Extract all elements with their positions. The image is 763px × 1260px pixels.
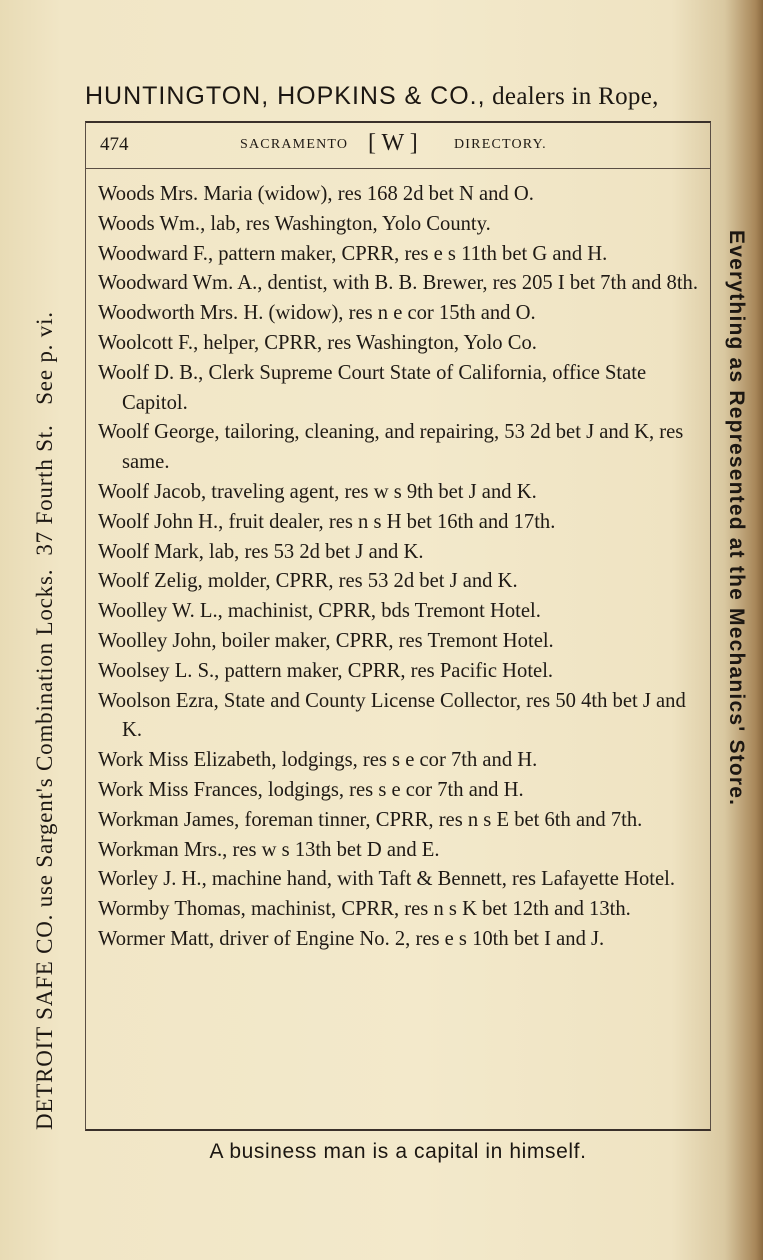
directory-entry: Woolf D. B., Clerk Supreme Court State of California, office State Capitol. (98, 361, 647, 414)
directory-entry: Woolf Mark, lab, res 53 2d bet J and K. (98, 540, 424, 563)
running-head (100, 132, 700, 166)
directory-entry: Work Miss Frances, lodgings, res s e cor 7th and H. (98, 778, 524, 801)
directory-entry: Woolf George, tailoring, cleaning, and repairing, 53 2d bet J and K, res same. (98, 421, 684, 474)
running-head-city: SACRAMENTO (240, 137, 349, 152)
directory-entry: Woodward Wm. A., dentist, with B. B. Brewer, res 205 I bet 7th and 8th. (98, 272, 698, 295)
running-head-directory: DIRECTORY. (454, 137, 547, 152)
top-advertisement (85, 82, 725, 111)
directory-entry: Wormer Matt, driver of Engine No. 2, res e s 10th bet I and J. (98, 927, 605, 950)
page-number: 474 (100, 134, 129, 155)
directory-entry: Woolsey L. S., pattern maker, CPRR, res Pacific Hotel. (98, 659, 554, 682)
top-ad-firm: HUNTINGTON, HOPKINS & CO., (85, 82, 486, 110)
left-margin-advertisement (32, 120, 58, 1130)
directory-entries (98, 180, 698, 955)
left-ad-company: DETROIT SAFE CO. use (32, 867, 57, 1130)
top-ad-rest: dealers in Rope, (485, 83, 659, 110)
directory-entry: Woolson Ezra, State and County License Collector, res 50 4th bet J and K. (98, 689, 686, 742)
directory-entry: Workman James, foreman tinner, CPRR, res n s E bet 6th and 7th. (98, 808, 643, 831)
directory-entry: Wormby Thomas, machinist, CPRR, res n s K bet 12th and 13th. (98, 898, 631, 921)
left-ad-see: See p. vi. (32, 311, 57, 405)
directory-entry: Worley J. H., machine hand, with Taft & Bennett, res Lafayette Hotel. (98, 868, 675, 891)
directory-entry: Work Miss Elizabeth, lodgings, res s e cor 7th and H. (98, 749, 538, 772)
directory-entry: Woolf Jacob, traveling agent, res w s 9th bet J and K. (98, 480, 537, 503)
right-margin-advertisement: Everything as Represented at the Mechanics' Store. (725, 230, 748, 807)
left-ad-locks: Sargent's Combination Locks. (32, 568, 57, 868)
directory-entry: Woolley John, boiler maker, CPRR, res Tremont Hotel. (98, 629, 554, 652)
directory-entry: Woods Wm., lab, res Washington, Yolo County. (98, 212, 491, 235)
directory-entry: Woolf Zelig, molder, CPRR, res 53 2d bet J and K. (98, 570, 518, 593)
directory-entry: Woolcott F., helper, CPRR, res Washington, Yolo Co. (98, 331, 537, 354)
directory-entry: Woodward F., pattern maker, CPRR, res e s 11th bet G and H. (98, 242, 608, 265)
bottom-motto: A business man is a capital in himself. (209, 1140, 587, 1163)
directory-entry: Woolley W. L., machinist, CPRR, bds Tremont Hotel. (98, 600, 541, 623)
left-ad-address: 37 Fourth St. (32, 424, 57, 556)
directory-entry: Workman Mrs., res w s 13th bet D and E. (98, 838, 440, 861)
running-head-letter: [ W ] (368, 130, 418, 156)
running-head-rule (86, 168, 710, 169)
directory-entry: Woodworth Mrs. H. (widow), res n e cor 15th and O. (98, 302, 536, 325)
directory-entry: Woods Mrs. Maria (widow), res 168 2d bet N and O. (98, 183, 534, 205)
directory-entry: Woolf John H., fruit dealer, res n s H bet 16th and 17th. (98, 510, 556, 533)
